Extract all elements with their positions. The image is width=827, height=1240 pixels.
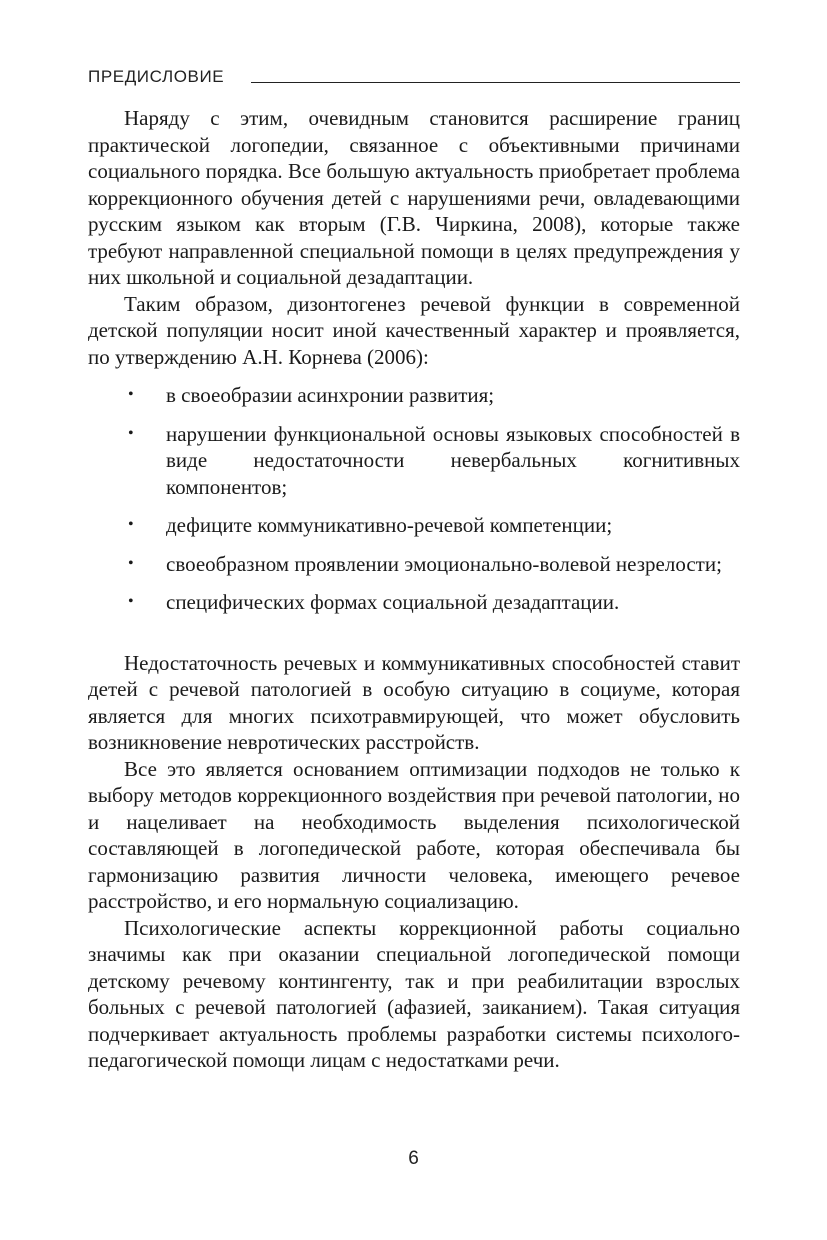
paragraph: Недостаточность речевых и коммуникативных способностей ставит детей с речевой патологией в особую ситуацию в социуме, которая является для многих психотравмирующей, что может обусловить возникновение невротических расстройств.	[88, 650, 740, 754]
bullet-marker: •	[128, 516, 134, 533]
bullet-marker: •	[128, 554, 134, 572]
bullet-text: дефиците коммуникативно-речевой компетенции;	[166, 513, 613, 537]
bullet-text: специфических формах социальной дезадаптации.	[166, 590, 620, 614]
bullet-list	[88, 382, 740, 616]
paragraph: Все это является основанием оптимизации подходов не только к выбору методов коррекционного воздействия при речевой патологии, но и нацеливает на необходимость выделения психологической составляющей в логопедической работе, которая обеспечивала бы гармонизацию развития личности человека, имеющего речевое расстройство, и его нормальную социализацию.	[88, 756, 740, 913]
header-rule	[251, 82, 740, 83]
bullet-marker: •	[128, 424, 134, 442]
paragraph: Таким образом, дизонтогенез речевой функции в современной детской популяции носит иной качественный характер и проявляется, по утверждению А.Н. Корнева (2006):	[88, 291, 740, 369]
bullet-item	[88, 421, 740, 501]
bullet-text: нарушении функциональной основы языковых способностей в виде недостаточности невербальных когнитивных компонентов;	[166, 421, 740, 499]
bullet-item	[88, 589, 740, 616]
bullet-marker: •	[128, 386, 134, 403]
page-number: 6	[408, 1148, 419, 1169]
paragraph: Психологические аспекты коррекционной работы социально значимы как при оказании специальной логопедической помощи детскому речевому контингенту, так и при реабилитации взрослых больных с речевой патологией (афазией, заиканием). Такая ситуация подчеркивает актуальность проблемы разработки системы психолого-педагогической помощи лицам с недостатками речи.	[88, 915, 740, 1072]
bullet-text: в своеобразии асинхронии развития;	[166, 383, 495, 407]
section-gap	[88, 616, 740, 650]
bullet-text: своеобразном проявлении эмоционально-волевой незрелости;	[166, 551, 722, 576]
header-title: ПРЕДИСЛОВИЕ	[88, 67, 225, 86]
bullet-item	[88, 551, 740, 578]
running-header	[88, 66, 740, 88]
bullet-marker: •	[128, 593, 134, 610]
page-body	[88, 105, 740, 1074]
bullet-item	[88, 382, 740, 409]
paragraph: Наряду с этим, очевидным становится расширение границ практической логопедии, связанное с объективными причинами социального порядка. Все большую актуальность приобретает проблема коррекционного обучения детей с нарушениями речи, овладевающими русским языком как вторым (Г.В. Чиркина, 2008), которые также требуют направленной специальной помощи в целях предупреждения у них школьной и социальной дезадаптации.	[88, 106, 740, 289]
bullet-item	[88, 512, 740, 539]
